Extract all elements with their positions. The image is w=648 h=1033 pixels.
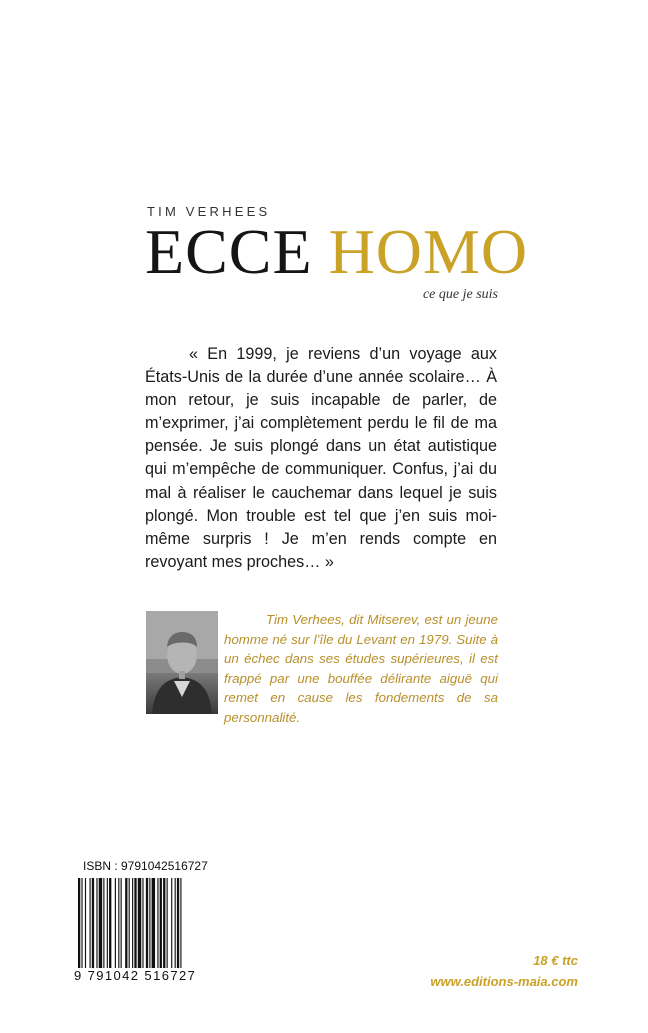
barcode-bar bbox=[81, 878, 82, 970]
barcode-bar bbox=[134, 878, 136, 970]
barcode-bar bbox=[103, 878, 104, 970]
barcode-bar bbox=[107, 878, 108, 970]
price: 18 € ttc bbox=[533, 953, 578, 968]
barcode-bar bbox=[157, 878, 158, 970]
barcode-bar bbox=[96, 878, 97, 970]
book-subtitle: ce que je suis bbox=[422, 287, 498, 302]
author-portrait-svg bbox=[146, 611, 218, 714]
barcode-bar bbox=[142, 878, 143, 970]
barcode-graphic bbox=[76, 878, 224, 970]
barcode-bar bbox=[121, 878, 122, 970]
barcode-bar bbox=[146, 878, 148, 970]
barcode-bar bbox=[125, 878, 127, 970]
isbn-label: ISBN : 9791042516727 bbox=[83, 859, 208, 873]
author-portrait-icon bbox=[146, 611, 218, 714]
barcode-bar bbox=[85, 878, 86, 970]
barcode-bar bbox=[118, 878, 119, 970]
barcode-bar bbox=[160, 878, 162, 970]
barcode-bar bbox=[149, 878, 150, 970]
barcode-bar bbox=[115, 878, 116, 970]
barcode-bar bbox=[90, 878, 91, 970]
barcode-bar bbox=[180, 878, 181, 970]
title-homo: HOMO bbox=[328, 216, 529, 287]
barcode-bar bbox=[152, 878, 155, 970]
title-ecce: ECCE bbox=[145, 216, 313, 287]
barcode-bar bbox=[129, 878, 130, 970]
barcode-bar bbox=[171, 878, 172, 970]
back-cover-blurb: « En 1999, je reviens d’un voyage aux États-Unis de la durée d’une année scolaire… À mon retour, je suis incapable de parler, de m’exprimer, j’ai complètement perdu le fil de ma pensée. Je suis plongé dans un état autistique qui m’empêche de communiquer. Confus, j’ai du mal à réaliser le cauchemar dans lequel je suis plongé. Mon trouble est tel que j’en suis moi-même surpris ! Je m’en rends compte en revoyant mes proches… » bbox=[145, 345, 497, 571]
barcode-bar bbox=[167, 878, 168, 970]
barcode-bar bbox=[138, 878, 141, 970]
barcode-bar bbox=[92, 878, 94, 970]
book-title bbox=[145, 216, 529, 287]
barcode-bar bbox=[132, 878, 133, 970]
publisher-website: www.editions-maia.com bbox=[430, 974, 578, 989]
barcode-bar bbox=[177, 878, 179, 970]
barcode-bar bbox=[175, 878, 176, 970]
author-bio: Tim Verhees, dit Mitserev, est un jeune homme né sur l’île du Levant en 1979. Suite à un échec dans ses études supérieures, il est frappé par une bouffée délirante aiguë qui remet en cause les fondements de sa personnalité. bbox=[224, 612, 498, 725]
barcode-digits: 9 791042 516727 bbox=[74, 968, 226, 983]
author-name: TIM VERHEES bbox=[147, 204, 271, 219]
barcode-bar bbox=[78, 878, 80, 970]
barcode-bar bbox=[99, 878, 102, 970]
barcode-bar bbox=[163, 878, 165, 970]
barcode-bar bbox=[109, 878, 111, 970]
barcode-icon bbox=[76, 878, 224, 970]
